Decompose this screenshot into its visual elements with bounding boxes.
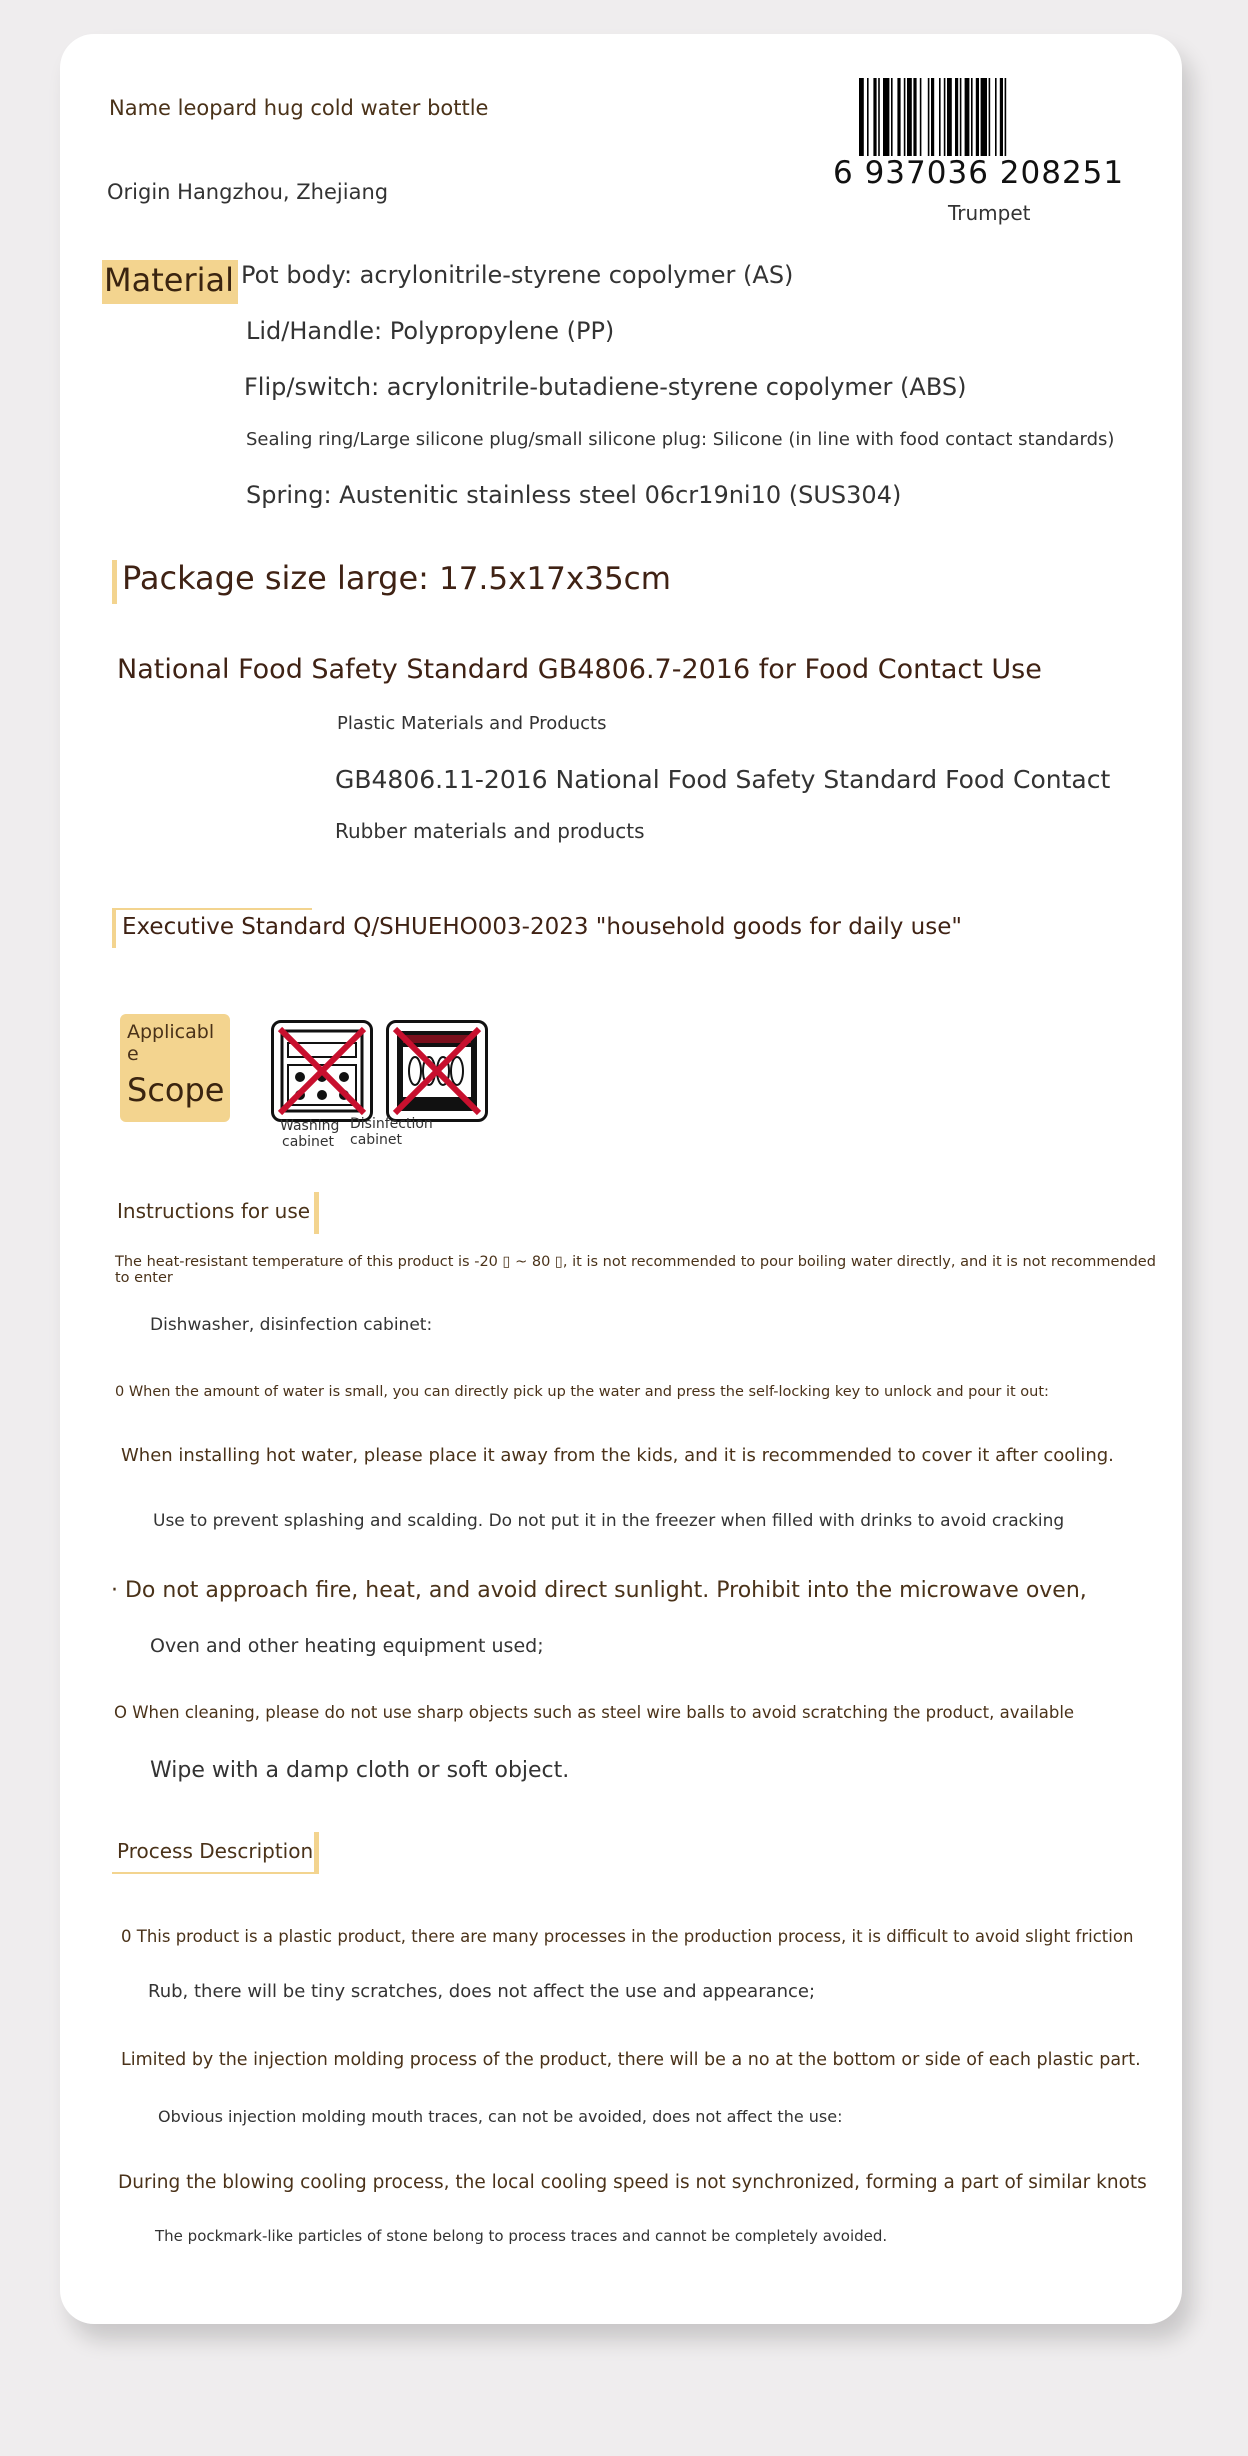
package-size-title: Package size large: [122,559,429,597]
washing-cabinet-prohibited-icon [271,1020,373,1122]
disinfection-cabinet-icon [389,1023,485,1119]
washing-cabinet-icon [274,1023,370,1119]
standard-line: National Food Safety Standard GB4806.7-2016 for Food Contact Use [117,654,1042,685]
disinfection-cabinet-prohibited-icon [386,1020,488,1122]
washing-cabinet-label-1: Washing [280,1118,340,1134]
instructions-heading: Instructions for use [117,1199,311,1223]
instruction-line: 0 When the amount of water is small, you can directly pick up the water and press the self-locking key to unlock and pour it out: [115,1384,1049,1400]
process-heading-bar [314,1832,319,1874]
instruction-line: · Do not approach fire, heat, and avoid direct sunlight. Prohibit into the microwave oven, [111,1578,1087,1603]
scope-label-small: e [127,1043,139,1065]
material-item: Flip/switch: acrylonitrile-butadiene-styrene copolymer (ABS) [244,373,967,401]
process-line: 0 This product is a plastic product, there are many processes in the production process, it is difficult to avoid slight friction [121,1927,1134,1946]
instruction-line: Use to prevent splashing and scalding. Do not put it in the freezer when filled with drinks to avoid cracking [153,1511,1065,1531]
process-heading-underline [112,1872,318,1874]
process-line: The pockmark-like particles of stone belong to process traces and cannot be completely avoided. [155,2227,888,2245]
instruction-line: Wipe with a damp cloth or soft object. [150,1758,570,1783]
scope-label-big: Scope [127,1071,225,1109]
instruction-line: to enter [115,1270,173,1286]
disinfection-cabinet-label [350,1116,470,1148]
disinfection-cabinet-label-2: cabinet [350,1132,403,1149]
material-item: Lid/Handle: Polypropylene (PP) [246,317,615,345]
package-size-label [122,560,671,598]
product-origin: Origin Hangzhou, Zhejiang [107,180,389,204]
washing-cabinet-label-2: cabinet [282,1134,335,1151]
disinfection-cabinet-label-1: Disinfection [350,1116,433,1132]
scope-label-small: Applicabl [127,1021,215,1043]
instruction-line: Dishwasher, disinfection cabinet: [150,1315,433,1335]
process-line: Obvious injection molding mouth traces, can not be avoided, does not affect the use: [158,2107,843,2126]
executive-standard: Executive Standard Q/SHUEHO003-2023 "household goods for daily use" [122,914,962,940]
product-name: Name leopard hug cold water bottle [109,96,489,120]
process-line: Rub, there will be tiny scratches, does not affect the use and appearance; [148,1981,816,2002]
standard-line: Plastic Materials and Products [337,713,607,734]
process-line: Limited by the injection molding process of the product, there will be a no at the bottom or side of each plastic part. [121,2050,1141,2070]
barcode-caption: Trumpet [948,201,1031,225]
instruction-line: O When cleaning, please do not use sharp objects such as steel wire balls to avoid scratching the product, available [114,1703,1075,1722]
barcode-digits: 6 937036 208251 [833,155,1125,191]
process-line: During the blowing cooling process, the local cooling speed is not synchronized, forming a part of similar knots [118,2172,1147,2193]
standard-line: Rubber materials and products [335,819,645,843]
process-heading: Process Description [117,1839,314,1863]
executive-top-line [112,908,312,910]
washing-cabinet-label [280,1118,360,1150]
material-item: Sealing ring/Large silicone plug/small silicone plug: Silicone (in line with food contact standards) [246,429,1115,450]
instruction-line: The heat-resistant temperature of this product is -20 ▯ ~ 80 ▯, it is not recommended to pour boiling water directly, and it is not recommended [115,1254,1156,1270]
package-accent-bar [112,560,117,604]
material-item: Pot body: acrylonitrile-styrene copolymer (AS) [241,261,794,289]
instruction-line: Oven and other heating equipment used; [150,1635,544,1657]
instructions-heading-bar [314,1192,319,1234]
package-size-value: 17.5x17x35cm [439,561,671,597]
instruction-line: When installing hot water, please place it away from the kids, and it is recommended to cover it after cooling. [121,1445,1114,1466]
standard-line: GB4806.11-2016 National Food Safety Standard Food Contact [335,765,1111,794]
material-label: Material [104,261,234,299]
label-card [60,34,1182,2324]
executive-accent-bar [112,908,116,948]
material-item: Spring: Austenitic stainless steel 06cr19ni10 (SUS304) [246,481,902,509]
